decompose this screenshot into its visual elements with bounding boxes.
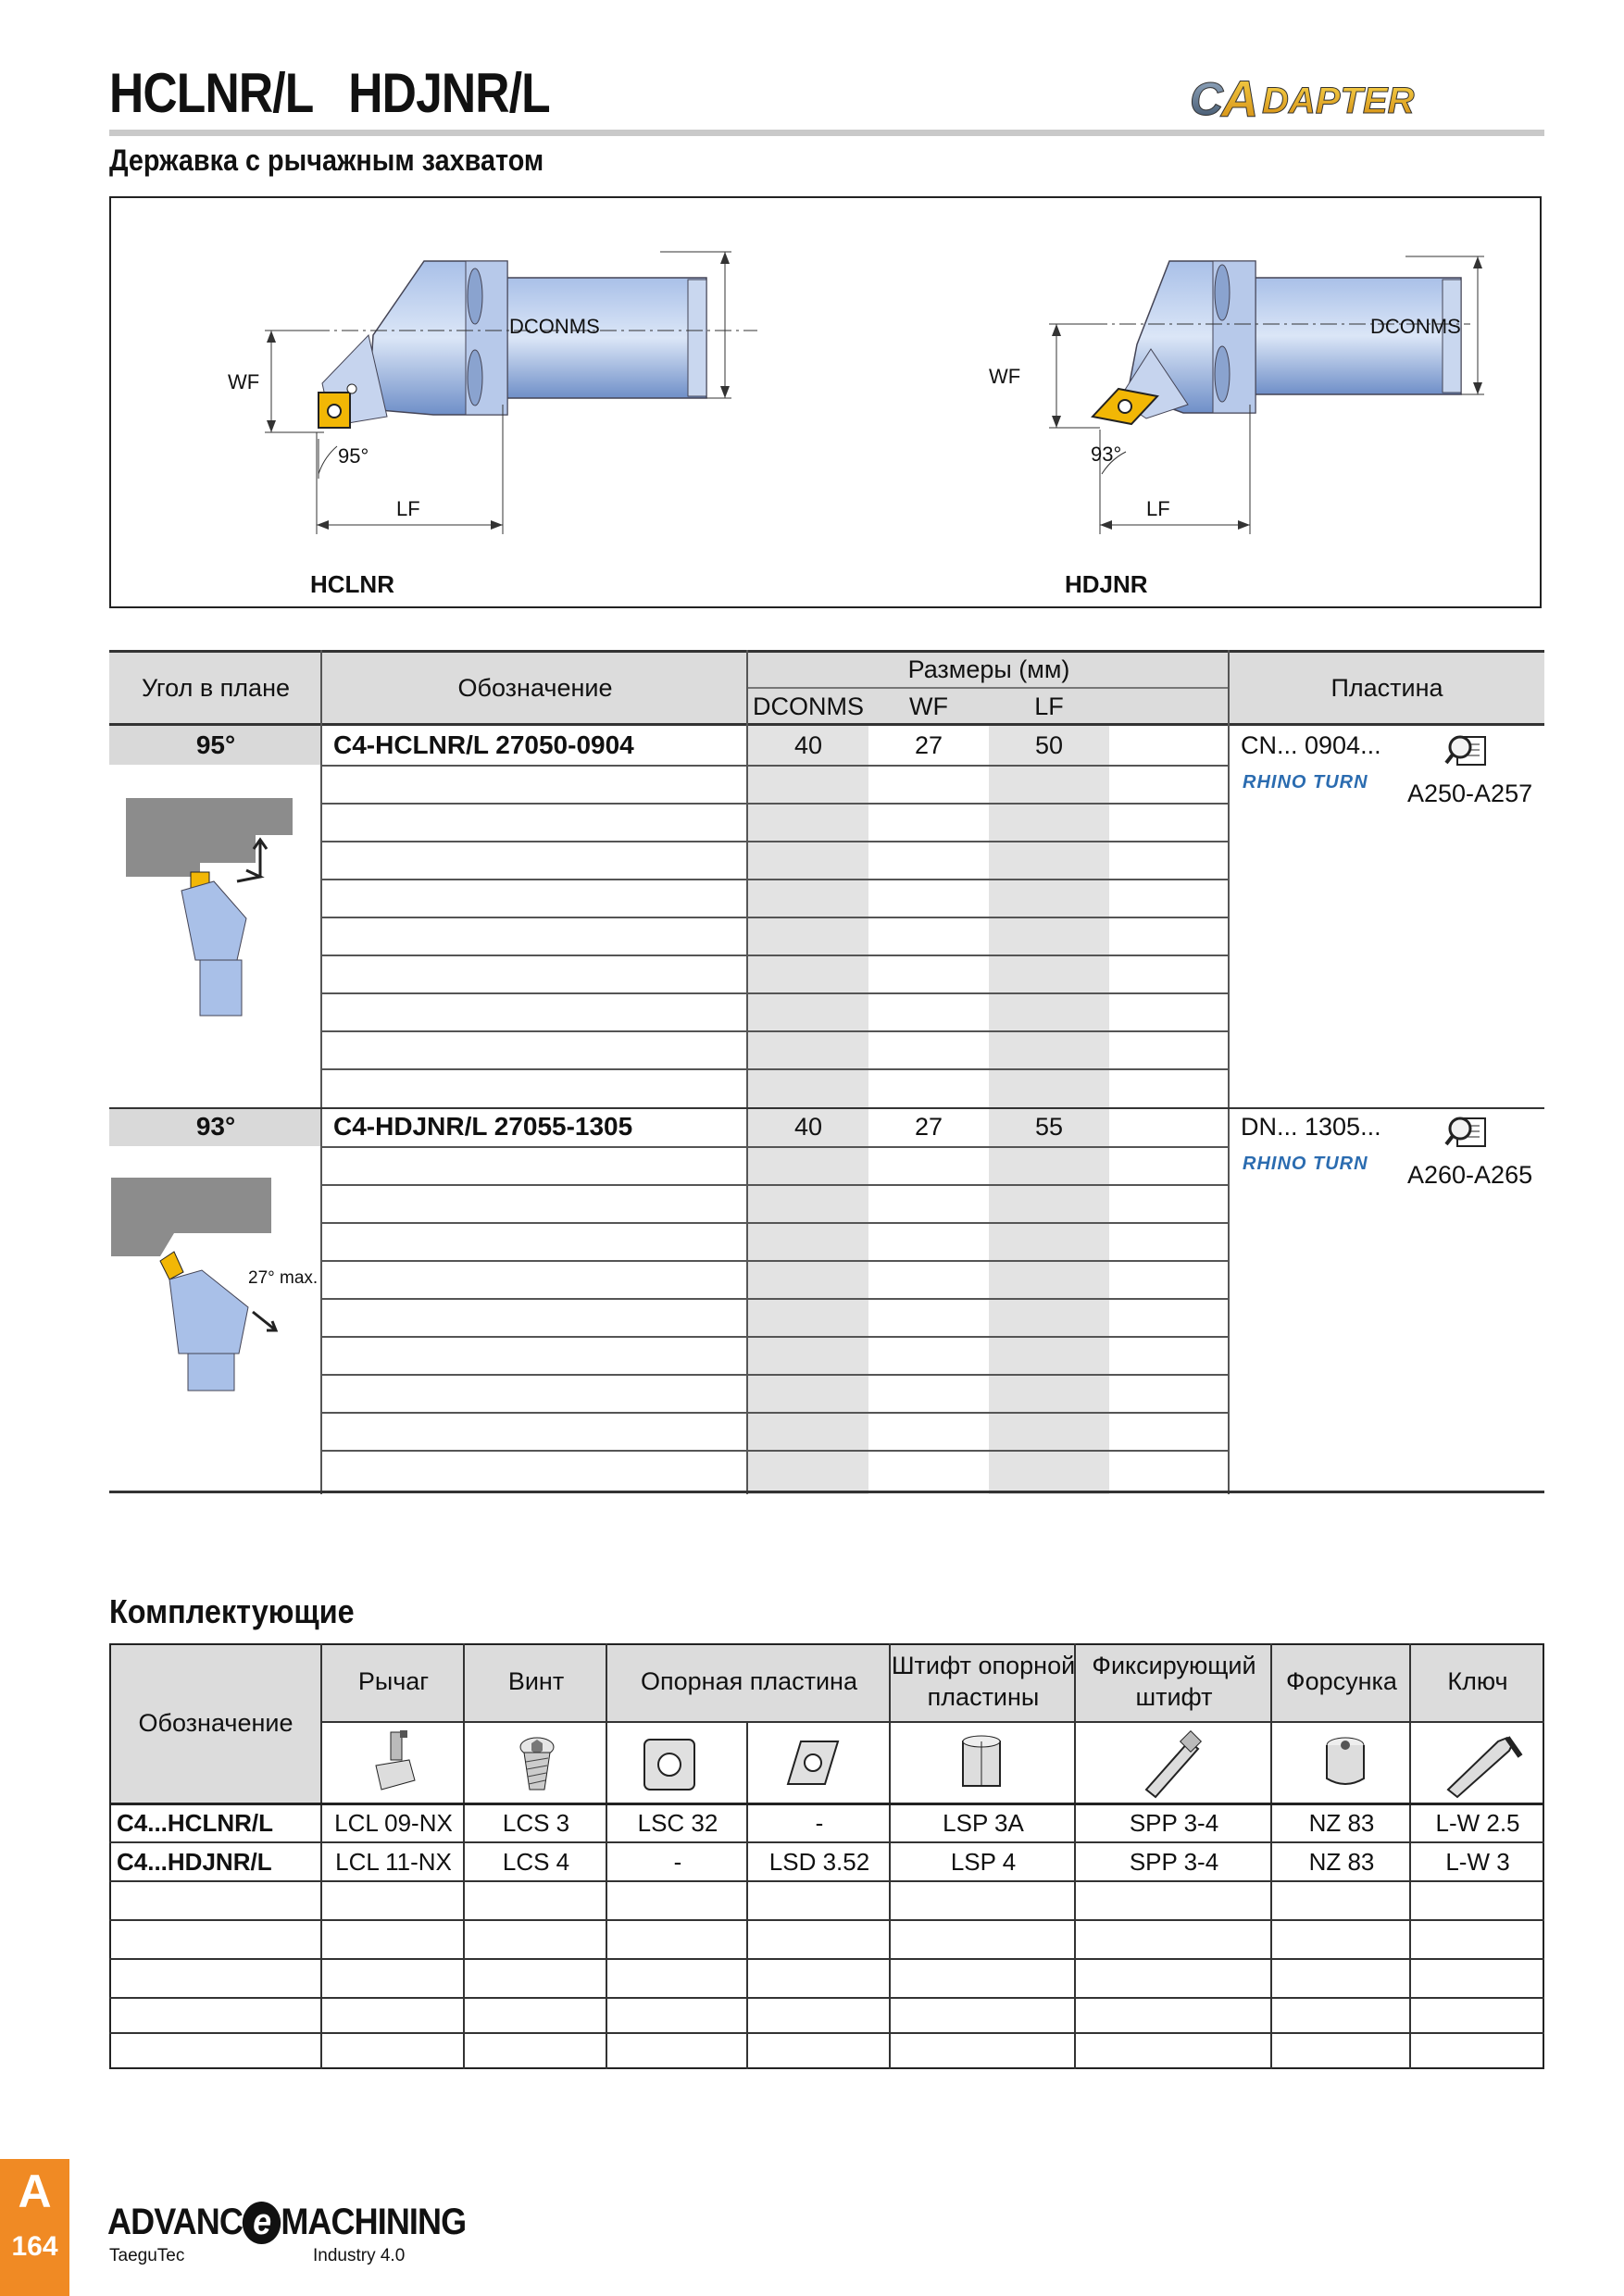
acc-row2-key: L-W 3 — [1445, 1847, 1510, 1876]
shim-diamond-icon — [781, 1728, 845, 1799]
company-name: TaeguTec — [109, 2246, 185, 2265]
row1-designation: C4-HCLNR/L 27050-0904 — [333, 730, 634, 759]
key-icon — [1443, 1728, 1526, 1799]
brand-left: ADVANC — [107, 2202, 243, 2242]
row1-dconms: 40 — [793, 730, 823, 759]
accessories-title: Комплектующие — [109, 1592, 355, 1630]
shim-pin-icon — [952, 1728, 1017, 1799]
acc-row2-lever: LCL 11-NX — [335, 1847, 452, 1876]
row1-brand: RHINO TURN — [1243, 772, 1368, 792]
tool-drawings — [109, 196, 1542, 608]
acc-header-designation: Обозначение — [138, 1709, 294, 1738]
acc-header-shim-pin-line2: пластины — [927, 1683, 1040, 1711]
shim-square-icon — [637, 1728, 702, 1799]
row1-page-ref[interactable]: A250-A257 — [1407, 780, 1533, 807]
row2-note: 27° max. — [248, 1268, 319, 1288]
acc-row1-nozzle: NZ 83 — [1308, 1808, 1375, 1837]
hdjnr-drawing — [1049, 256, 1484, 534]
acc-row2-shim-a: - — [673, 1847, 682, 1876]
brand-right: MACHINING — [281, 2202, 467, 2242]
tagline: Industry 4.0 — [313, 2246, 406, 2265]
acc-header-shim: Опорная пластина — [641, 1667, 857, 1696]
acc-row1-shim-b: - — [815, 1808, 824, 1837]
right-wf-label: WF — [989, 365, 1021, 388]
row1-insert: CN... 0904... — [1241, 730, 1381, 759]
right-dconms-label: DCONMS — [1370, 315, 1461, 338]
title-hclnr: HCLNR/L — [109, 62, 314, 124]
row2-designation: C4-HDJNR/L 27055-1305 — [333, 1112, 633, 1141]
row2-page-ref[interactable]: A260-A265 — [1407, 1161, 1533, 1189]
left-dconms-label: DCONMS — [509, 315, 600, 338]
row2-angle: 93° — [195, 1112, 236, 1141]
header-dimensions: Размеры (мм) — [907, 655, 1070, 683]
header-lf: LF — [1034, 692, 1064, 720]
row2-insert: DN... 1305... — [1241, 1112, 1381, 1141]
row1-lf: 50 — [1034, 730, 1064, 759]
right-angle-label: 93° — [1091, 443, 1122, 466]
catalog-search-icon[interactable] — [1444, 731, 1489, 768]
acc-row1-designation: C4...HCLNR/L — [117, 1808, 273, 1837]
acc-header-shim-pin — [891, 1643, 1076, 1721]
left-angle-label: 95° — [338, 444, 369, 468]
main-table — [109, 650, 1544, 1494]
row2-brand: RHINO TURN — [1243, 1154, 1368, 1174]
row2-wf: 27 — [914, 1112, 943, 1141]
advance-machining-logo — [107, 2202, 466, 2244]
left-wf-label: WF — [228, 370, 260, 393]
acc-header-key: Ключ — [1447, 1667, 1508, 1696]
acc-row1-fix-pin: SPP 3-4 — [1129, 1808, 1219, 1837]
catalog-search-icon[interactable] — [1444, 1113, 1489, 1150]
acc-header-shim-pin-line1: Штифт опорной — [891, 1652, 1076, 1680]
acc-row1-lever: LCL 09-NX — [334, 1808, 453, 1837]
acc-header-nozzle: Форсунка — [1286, 1667, 1397, 1696]
section-letter: A — [18, 2165, 52, 2217]
acc-row2-designation: C4...HDJNR/L — [117, 1847, 272, 1876]
row1-wf: 27 — [914, 730, 943, 759]
acc-header-fix-pin-line2: штифт — [1135, 1683, 1213, 1711]
left-figure-caption: HCLNR — [310, 570, 394, 598]
row1-application-icon — [126, 789, 311, 1020]
hclnr-drawing — [265, 252, 757, 534]
row1-angle: 95° — [195, 730, 236, 759]
acc-row1-shim-a: LSC 32 — [637, 1808, 718, 1837]
logo-c: C — [1190, 73, 1224, 125]
acc-row2-screw: LCS 4 — [502, 1847, 570, 1876]
row2-lf: 55 — [1034, 1112, 1064, 1141]
cadapter-logo — [1190, 72, 1545, 128]
section-tab — [0, 2159, 69, 2296]
page-subtitle: Державка с рычажным захватом — [109, 144, 544, 177]
header-insert: Пластина — [1330, 673, 1443, 702]
left-lf-label: LF — [396, 497, 420, 520]
row2-dconms: 40 — [793, 1112, 823, 1141]
acc-row2-shim-pin: LSP 4 — [950, 1847, 1017, 1876]
acc-header-fix-pin — [1076, 1643, 1272, 1721]
right-figure-caption: HDJNR — [1065, 570, 1148, 598]
lever-icon — [369, 1728, 424, 1799]
nozzle-icon — [1313, 1728, 1378, 1799]
logo-a: A — [1221, 72, 1259, 128]
header-rule — [109, 130, 1544, 136]
title-hdjnr: HDJNR/L — [348, 62, 550, 124]
acc-row1-key: L-W 2.5 — [1435, 1808, 1520, 1837]
acc-header-screw: Винт — [507, 1667, 565, 1696]
right-lf-label: LF — [1146, 497, 1170, 520]
acc-row2-nozzle: NZ 83 — [1308, 1847, 1375, 1876]
acc-row1-shim-pin: LSP 3A — [943, 1808, 1024, 1837]
page-number: 164 — [11, 2231, 58, 2262]
acc-header-lever: Рычаг — [357, 1667, 430, 1696]
fixing-pin-icon — [1137, 1728, 1211, 1799]
header-wf: WF — [909, 692, 948, 720]
header-designation: Обозначение — [457, 673, 613, 702]
brand-e: e — [243, 2202, 281, 2244]
acc-row2-shim-b: LSD 3.52 — [768, 1847, 870, 1876]
page-title — [109, 61, 550, 125]
screw-icon — [507, 1732, 563, 1797]
acc-row1-screw: LCS 3 — [502, 1808, 570, 1837]
header-angle: Угол в плане — [141, 673, 291, 702]
acc-header-fix-pin-line1: Фиксирующий — [1092, 1652, 1256, 1680]
header-dconms: DCONMS — [753, 692, 864, 720]
accessories-table — [109, 1643, 1544, 2069]
logo-dapter: DAPTER — [1262, 81, 1415, 121]
acc-row2-fix-pin: SPP 3-4 — [1129, 1847, 1219, 1876]
